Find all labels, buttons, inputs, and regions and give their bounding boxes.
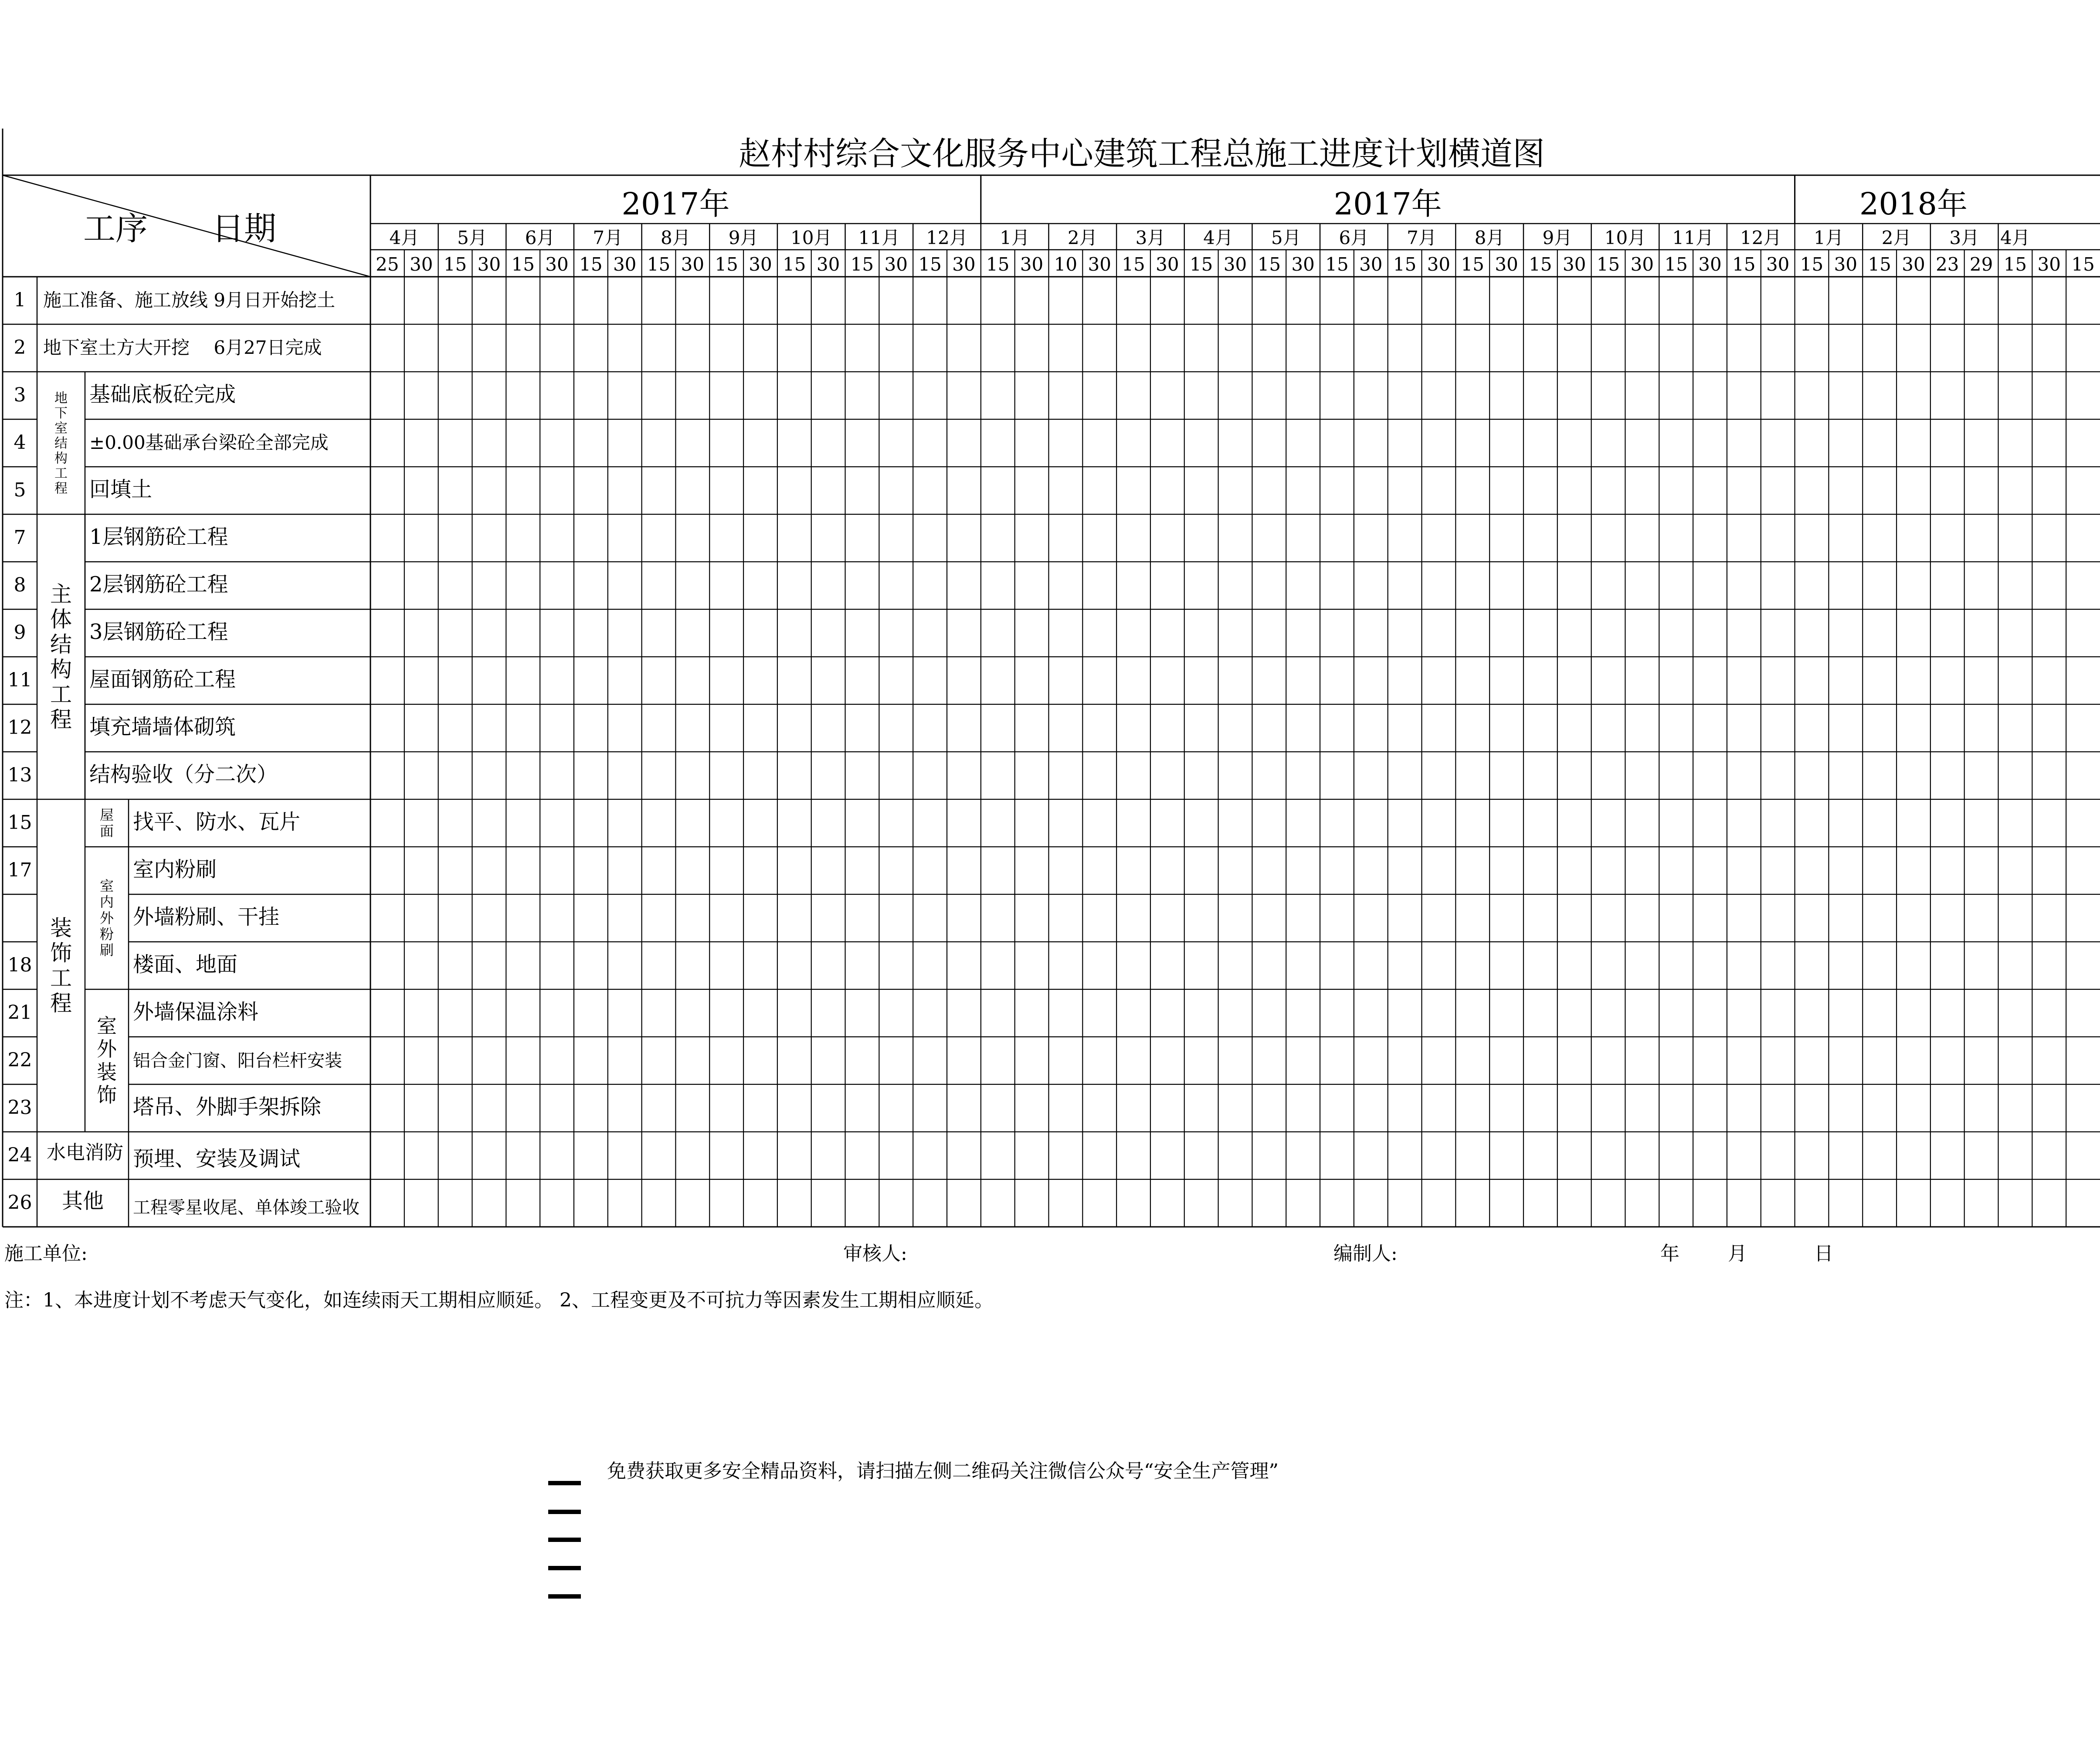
month-label: 6月 xyxy=(525,227,555,248)
group-label-exterior: 外 xyxy=(97,1037,117,1061)
month-label: 2月 xyxy=(1881,227,1912,248)
day-label: 30 xyxy=(1291,254,1315,275)
row-number: 7 xyxy=(14,526,26,549)
day-label: 30 xyxy=(545,254,569,275)
group-label-exterior: 装 xyxy=(97,1060,117,1084)
row-task-label: 回填土 xyxy=(89,477,153,502)
day-label: 30 xyxy=(1088,254,1111,275)
row-number: 8 xyxy=(14,574,26,596)
day-label: 30 xyxy=(1223,254,1247,275)
group-label-other: 其他 xyxy=(61,1189,104,1213)
group-label-roof: 屋 xyxy=(99,807,114,824)
group-label-basement: 程 xyxy=(54,481,68,496)
row-number: 15 xyxy=(7,811,32,834)
reviewer-label: 审核人: xyxy=(843,1243,907,1265)
day-label: 15 xyxy=(1868,254,1891,275)
day-label: 15 xyxy=(1800,254,1824,275)
group-label-roof: 面 xyxy=(99,822,114,839)
group-label-main: 主 xyxy=(50,581,72,607)
day-label: 15 xyxy=(579,254,603,275)
row-number: 26 xyxy=(7,1192,32,1214)
group-label-exterior: 室 xyxy=(97,1014,117,1038)
date-month-label: 月 xyxy=(1728,1243,1747,1265)
day-label: 30 xyxy=(1563,254,1586,275)
group-label-decoration: 装 xyxy=(50,915,72,941)
month-label: 8月 xyxy=(1474,227,1505,248)
day-label: 30 xyxy=(952,254,976,275)
construction-unit-label: 施工单位: xyxy=(4,1243,88,1265)
promo-text: 免费获取更多安全精品资料，请扫描左侧二维码关注微信公众号“安全生产管理” xyxy=(607,1460,1279,1482)
day-label: 15 xyxy=(850,254,874,275)
row-task-label: 屋面钢筋砼工程 xyxy=(89,667,236,692)
day-label: 30 xyxy=(410,254,433,275)
day-label: 15 xyxy=(2071,254,2095,275)
day-label: 30 xyxy=(1020,254,1044,275)
day-label: 15 xyxy=(511,254,535,275)
month-label: 7月 xyxy=(1407,227,1437,248)
day-label: 30 xyxy=(1766,254,1790,275)
day-label: 15 xyxy=(1529,254,1552,275)
day-label: 30 xyxy=(1630,254,1654,275)
row-task-label: ±0.00基础承台梁砼全部完成 xyxy=(89,432,329,453)
month-label: 1月 xyxy=(1000,227,1030,248)
day-label: 30 xyxy=(477,254,501,275)
day-label: 30 xyxy=(613,254,637,275)
schedule-note: 注：1、本进度计划不考虑天气变化，如连续雨天工期相应顺延。 2、工程变更及不可抗力等因素发生工期相应顺延。 xyxy=(4,1289,994,1311)
row-number: 18 xyxy=(7,954,32,976)
month-label: 1月 xyxy=(1814,227,1844,248)
row-task-label: 地下室土方大开挖 6月27日完成 xyxy=(43,337,322,358)
month-label: 11月 xyxy=(858,227,900,248)
header-corner-diagonal xyxy=(3,175,370,277)
row-task-label: 2层钢筋砼工程 xyxy=(89,572,228,597)
row-task-label: 3层钢筋砼工程 xyxy=(89,620,228,644)
row-task-label: 基础底板砼完成 xyxy=(89,382,236,407)
row-number: 2 xyxy=(14,336,26,359)
group-label-main: 体 xyxy=(50,607,72,632)
day-label: 29 xyxy=(1969,254,1993,275)
day-label: 30 xyxy=(1834,254,1858,275)
month-label: 7月 xyxy=(593,227,623,248)
row-task-label: 施工准备、施工放线 9月日开始挖土 xyxy=(43,289,336,311)
group-label-main: 工 xyxy=(50,682,72,707)
row-task-label: 1层钢筋砼工程 xyxy=(89,525,228,549)
row-task-label: 结构验收（分二次） xyxy=(89,762,278,787)
row-number: 13 xyxy=(7,764,32,786)
day-label: 30 xyxy=(681,254,705,275)
row-number: 21 xyxy=(7,1002,32,1024)
row-task-label: 预埋、安装及调试 xyxy=(133,1147,301,1171)
row-number: 5 xyxy=(14,479,26,501)
month-label: 2月 xyxy=(1067,227,1098,248)
group-label-interior: 内 xyxy=(99,893,114,910)
day-label: 30 xyxy=(749,254,772,275)
row-number: 22 xyxy=(7,1049,32,1071)
row-number: 3 xyxy=(14,384,26,406)
year-label: 2017年 xyxy=(1333,186,1442,222)
day-label: 15 xyxy=(1461,254,1484,275)
day-label: 15 xyxy=(1732,254,1756,275)
day-label: 30 xyxy=(1495,254,1518,275)
row-task-label: 填充墙墙体砌筑 xyxy=(89,715,236,739)
gantt-labels xyxy=(8,186,2095,1218)
day-label: 10 xyxy=(1054,254,1078,275)
chart-title: 赵村村综合文化服务中心建筑工程总施工进度计划横道图 xyxy=(739,135,1545,173)
row-number: 4 xyxy=(14,431,26,454)
group-label-basement: 工 xyxy=(54,465,68,481)
row-task-label: 找平、防水、瓦片 xyxy=(133,810,301,834)
group-label-mep: 水电消防 xyxy=(47,1141,123,1164)
day-label: 15 xyxy=(1325,254,1349,275)
compiler-label: 编制人: xyxy=(1333,1243,1398,1265)
day-label: 15 xyxy=(1122,254,1145,275)
day-label: 15 xyxy=(443,254,467,275)
row-task-label: 楼面、地面 xyxy=(133,952,238,977)
month-label: 10月 xyxy=(1604,227,1646,248)
month-label: 12月 xyxy=(1740,227,1782,248)
group-label-decoration: 工 xyxy=(50,965,72,991)
month-label: 6月 xyxy=(1339,227,1369,248)
day-label: 15 xyxy=(647,254,671,275)
day-label: 15 xyxy=(1664,254,1688,275)
day-label: 30 xyxy=(1156,254,1179,275)
row-number: 1 xyxy=(14,289,26,311)
month-label: 9月 xyxy=(1542,227,1573,248)
month-label: 11月 xyxy=(1672,227,1714,248)
group-label-main: 构 xyxy=(50,657,72,682)
group-label-basement: 室 xyxy=(54,421,68,436)
day-label: 30 xyxy=(2037,254,2061,275)
corner-date-label: 日期 xyxy=(212,210,276,248)
day-label: 15 xyxy=(986,254,1010,275)
day-label: 15 xyxy=(1596,254,1620,275)
group-label-decoration: 程 xyxy=(50,991,72,1016)
row-task-label: 工程零星收尾、单体竣工验收 xyxy=(133,1198,360,1218)
month-label: 5月 xyxy=(457,227,487,248)
row-task-label: 塔吊、外脚手架拆除 xyxy=(133,1095,322,1119)
group-label-basement: 结 xyxy=(54,435,68,451)
day-label: 15 xyxy=(715,254,738,275)
day-label: 30 xyxy=(1359,254,1383,275)
row-task-label: 外墙粉刷、干挂 xyxy=(133,905,280,929)
month-label: 4月 xyxy=(389,227,420,248)
day-label: 15 xyxy=(918,254,942,275)
row-number: 17 xyxy=(7,859,32,881)
day-label: 15 xyxy=(783,254,806,275)
row-number: 11 xyxy=(7,669,32,691)
month-label: 5月 xyxy=(1271,227,1301,248)
row-number: 24 xyxy=(7,1144,32,1166)
date-day-label: 日 xyxy=(1814,1243,1833,1265)
day-label: 30 xyxy=(884,254,908,275)
month-label: 10月 xyxy=(790,227,832,248)
date-year-label: 年 xyxy=(1660,1243,1679,1265)
month-label: 9月 xyxy=(728,227,759,248)
month-label: 8月 xyxy=(661,227,691,248)
month-label: 3月 xyxy=(1135,227,1166,248)
day-label: 25 xyxy=(376,254,399,275)
row-task-label: 铝合金门窗、阳台栏杆安装 xyxy=(133,1051,342,1071)
day-label: 23 xyxy=(1936,254,1959,275)
day-label: 30 xyxy=(1427,254,1451,275)
group-label-interior: 外 xyxy=(99,910,114,927)
day-label: 15 xyxy=(1393,254,1417,275)
row-number: 9 xyxy=(14,621,26,644)
day-label: 30 xyxy=(1698,254,1722,275)
row-number: 12 xyxy=(7,716,32,739)
group-label-basement: 下 xyxy=(54,405,68,421)
group-label-main: 结 xyxy=(50,632,72,657)
group-label-exterior: 饰 xyxy=(97,1083,117,1107)
row-task-label: 外墙保温涂料 xyxy=(133,1000,259,1024)
row-task-label: 室内粉刷 xyxy=(133,857,217,882)
row-number: 23 xyxy=(7,1097,32,1119)
group-label-basement: 地 xyxy=(54,390,68,406)
month-label: 4月 xyxy=(2000,227,2030,248)
corner-task-label: 工序 xyxy=(83,210,148,248)
group-label-decoration: 饰 xyxy=(50,941,72,966)
group-label-basement: 构 xyxy=(54,451,68,466)
month-label: 4月 xyxy=(1203,227,1233,248)
group-label-interior: 粉 xyxy=(99,926,114,943)
day-label: 15 xyxy=(2003,254,2027,275)
month-label: 3月 xyxy=(1949,227,1980,248)
day-label: 30 xyxy=(816,254,840,275)
group-label-interior: 刷 xyxy=(99,942,114,959)
day-label: 15 xyxy=(1189,254,1213,275)
group-label-interior: 室 xyxy=(99,877,114,894)
year-label: 2017年 xyxy=(621,186,730,222)
day-label: 30 xyxy=(1902,254,1925,275)
day-label: 15 xyxy=(1257,254,1281,275)
year-label: 2018年 xyxy=(1859,186,1968,222)
group-label-main: 程 xyxy=(50,707,72,732)
month-label: 12月 xyxy=(926,227,968,248)
